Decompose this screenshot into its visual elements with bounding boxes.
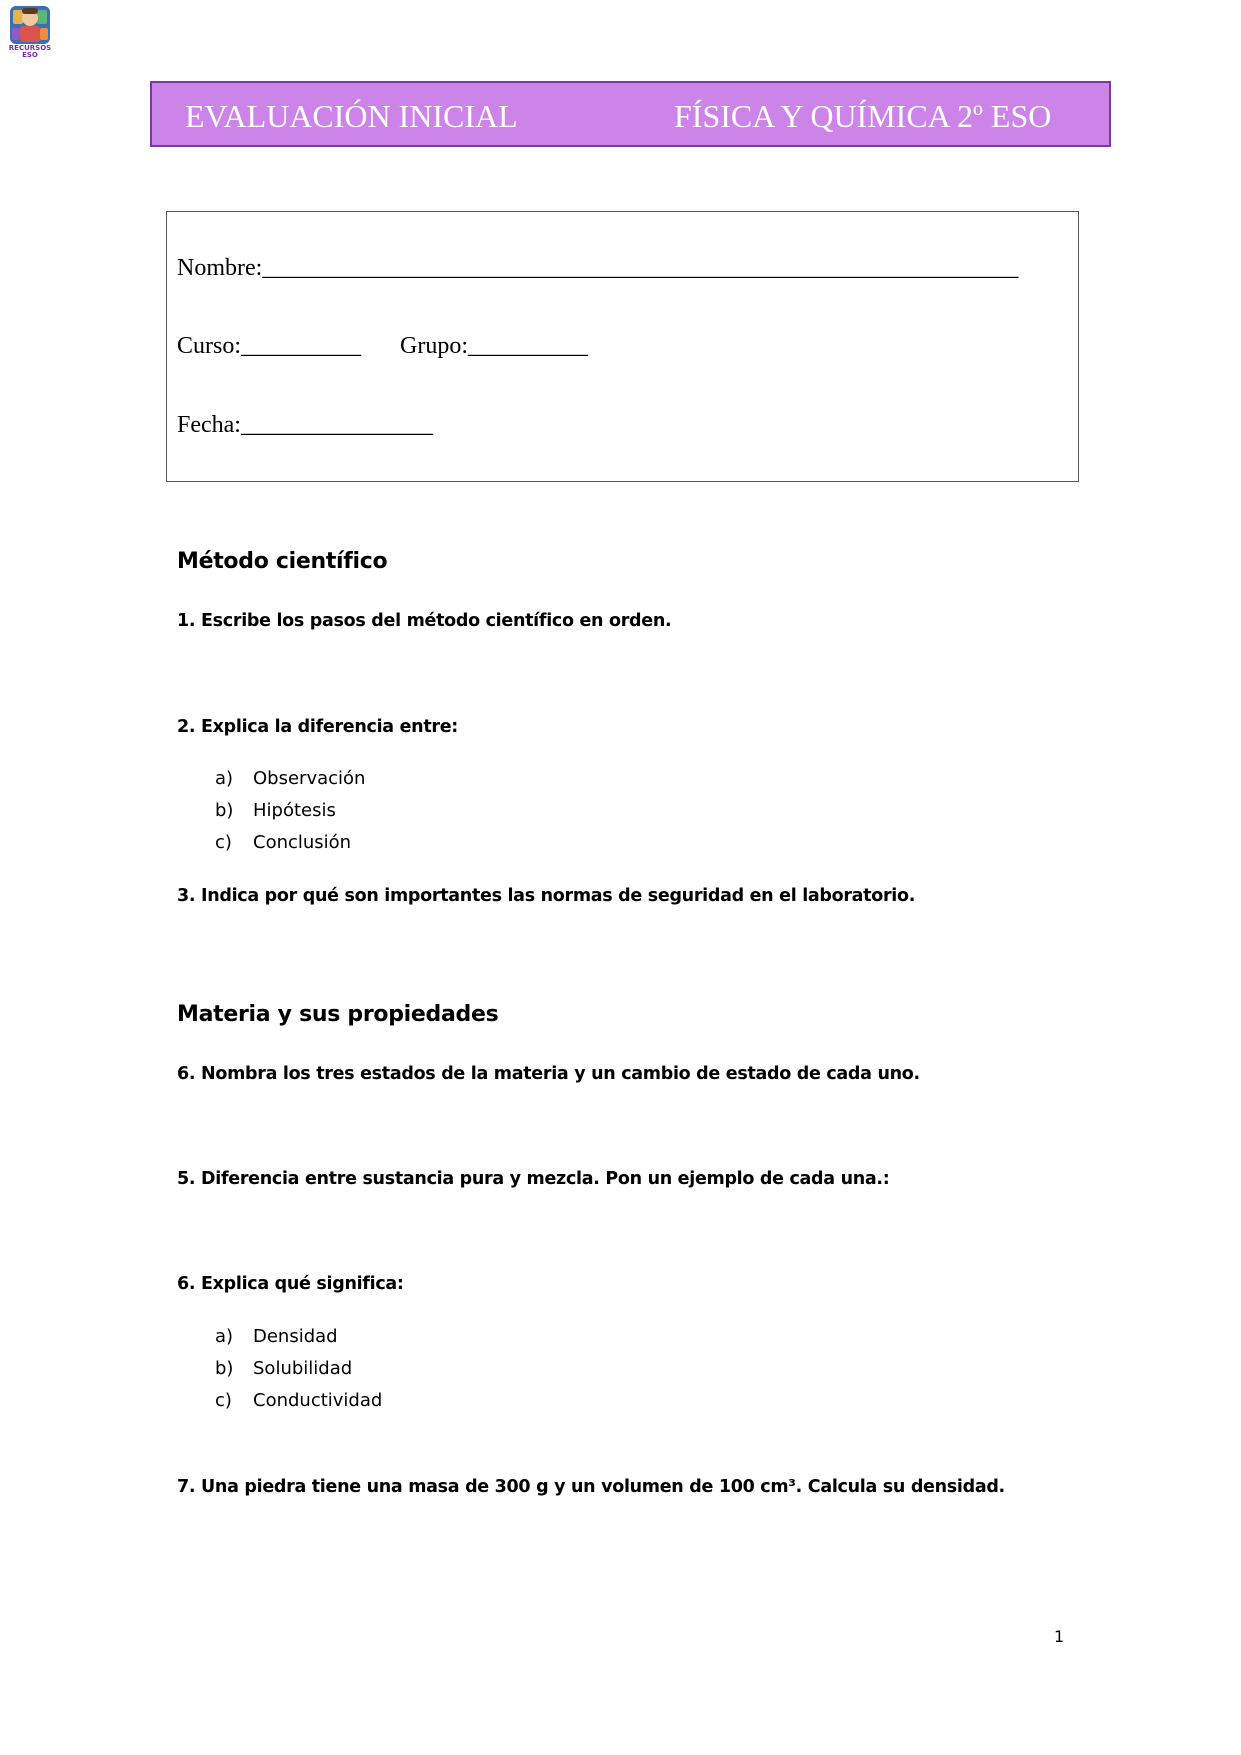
header-left-title: EVALUACIÓN INICIAL: [185, 98, 518, 134]
option-text: Conclusión: [253, 832, 352, 853]
logo-text-line1: RECURSOS: [8, 44, 52, 52]
date-blank[interactable]: ________________: [240, 412, 433, 438]
option-letter: b): [215, 1358, 234, 1379]
option-letter: a): [215, 1326, 234, 1347]
logo-text-line2: ESO: [22, 51, 38, 59]
logo-illustration-icon: [8, 2, 52, 46]
section-title: Materia y sus propiedades: [177, 1002, 499, 1027]
name-field[interactable]: [177, 254, 1018, 282]
option-letter: c): [215, 1390, 232, 1411]
group-blank[interactable]: __________: [468, 333, 588, 359]
question-item: 3. Indica por qué son importantes las normas de seguridad en el laboratorio.: [177, 886, 916, 906]
option-text: Conductividad: [253, 1390, 383, 1411]
option-text: Solubilidad: [253, 1358, 353, 1379]
group-label: Grupo:: [400, 333, 468, 359]
option-item: [215, 1325, 338, 1349]
option-item: [215, 1389, 382, 1413]
option-letter: b): [215, 800, 234, 821]
header-band: [150, 81, 1111, 147]
name-blank[interactable]: _______________________________________________________________: [262, 255, 1019, 281]
option-letter: a): [215, 768, 234, 789]
section-title: Método científico: [177, 549, 388, 574]
course-field[interactable]: [177, 332, 361, 360]
option-letter: c): [215, 832, 232, 853]
question-item: 1. Escribe los pasos del método científico en orden.: [177, 611, 672, 631]
option-text: Observación: [253, 768, 366, 789]
course-label: Curso:: [177, 333, 242, 359]
page-number: 1: [1054, 1627, 1065, 1646]
option-text: Densidad: [253, 1326, 338, 1347]
question-item: 6. Explica qué significa:: [177, 1274, 404, 1294]
name-label: Nombre:: [177, 255, 263, 281]
question-item: 7. Una piedra tiene una masa de 300 g y un volumen de 100 cm³. Calcula su densidad.: [177, 1477, 1005, 1497]
date-label: Fecha:: [177, 412, 241, 438]
header-right-title: FÍSICA Y QUÍMICA 2º ESO: [674, 98, 1052, 134]
option-item: [215, 799, 336, 823]
option-text: Hipótesis: [253, 800, 336, 821]
date-field[interactable]: [177, 411, 433, 439]
question-item: 6. Nombra los tres estados de la materia y un cambio de estado de cada uno.: [177, 1064, 920, 1084]
recursos-eso-logo: [8, 2, 52, 60]
option-item: [215, 767, 365, 791]
question-item: 5. Diferencia entre sustancia pura y mezcla. Pon un ejemplo de cada una.:: [177, 1169, 890, 1189]
question-item: 2. Explica la diferencia entre:: [177, 717, 458, 737]
option-item: [215, 831, 351, 855]
course-blank[interactable]: __________: [241, 333, 362, 359]
group-field[interactable]: [400, 332, 588, 360]
option-item: [215, 1357, 352, 1381]
